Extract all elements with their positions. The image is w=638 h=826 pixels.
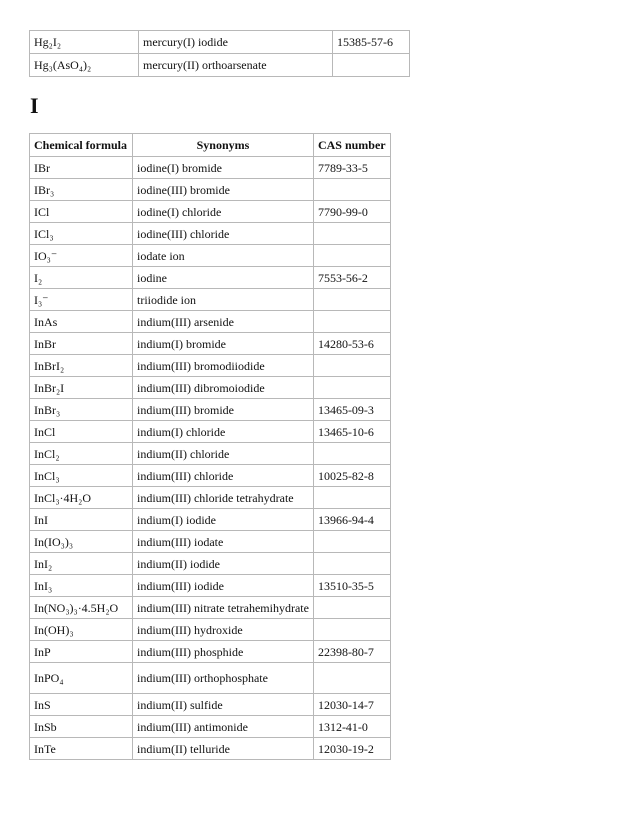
formula-cell: InBrI₂ [30, 355, 133, 377]
table-row [30, 267, 391, 289]
formula-cell: ICl [30, 201, 133, 223]
synonym-cell: indium(I) chloride [133, 421, 314, 443]
formula-cell: In(NO₃)₃·4.5H₂O [30, 597, 133, 619]
table-row [30, 738, 391, 760]
formula-cell: InP [30, 641, 133, 663]
table-row [30, 201, 391, 223]
synonym-cell: indium(II) chloride [133, 443, 314, 465]
table-row [30, 54, 410, 77]
cas-cell [313, 289, 390, 311]
table-row [30, 289, 391, 311]
synonym-cell: iodine(III) bromide [133, 179, 314, 201]
table-row [30, 245, 391, 267]
formula-cell: InBr₃ [30, 399, 133, 421]
formula-cell: InPO₄ [30, 663, 133, 694]
cas-cell: 7790-99-0 [313, 201, 390, 223]
cas-cell: 13465-10-6 [313, 421, 390, 443]
synonym-cell: indium(I) bromide [133, 333, 314, 355]
table-row [30, 223, 391, 245]
formula-cell: InAs [30, 311, 133, 333]
header-synonyms: Synonyms [133, 134, 314, 157]
cas-cell [313, 487, 390, 509]
header-row [30, 134, 391, 157]
synonym-cell: triiodide ion [133, 289, 314, 311]
table-row [30, 509, 391, 531]
formula-cell: InS [30, 694, 133, 716]
table-row [30, 157, 391, 179]
table-row [30, 421, 391, 443]
synonym-cell: indium(III) dibromoiodide [133, 377, 314, 399]
table-row [30, 694, 391, 716]
synonym-cell: mercury(I) iodide [139, 31, 333, 54]
formula-cell: InCl₃·4H₂O [30, 487, 133, 509]
synonym-cell: indium(III) bromide [133, 399, 314, 421]
formula-cell: IO₃⁻ [30, 245, 133, 267]
table-row [30, 663, 391, 694]
formula-cell: I₂ [30, 267, 133, 289]
cas-cell: 12030-19-2 [313, 738, 390, 760]
formula-cell: InI [30, 509, 133, 531]
synonym-cell: indium(III) antimonide [133, 716, 314, 738]
table-row [30, 641, 391, 663]
table-row [30, 443, 391, 465]
cas-cell [313, 311, 390, 333]
synonym-cell: iodine(III) chloride [133, 223, 314, 245]
cas-cell: 15385-57-6 [333, 31, 410, 54]
table-row [30, 377, 391, 399]
synonym-cell: indium(III) iodide [133, 575, 314, 597]
synonym-cell: indium(III) orthophosphate [133, 663, 314, 694]
cas-cell: 22398-80-7 [313, 641, 390, 663]
cas-cell [313, 531, 390, 553]
formula-cell: InBr₂I [30, 377, 133, 399]
formula-cell: InCl [30, 421, 133, 443]
synonym-cell: indium(II) telluride [133, 738, 314, 760]
table-row [30, 575, 391, 597]
formula-cell: In(IO₃)₃ [30, 531, 133, 553]
formula-cell: InSb [30, 716, 133, 738]
table-row [30, 31, 410, 54]
formula-cell: InBr [30, 333, 133, 355]
cas-cell [313, 377, 390, 399]
cas-cell [313, 245, 390, 267]
table-row [30, 311, 391, 333]
cas-cell: 12030-14-7 [313, 694, 390, 716]
table-row [30, 179, 391, 201]
cas-cell: 1312-41-0 [313, 716, 390, 738]
mercury-compounds-table [29, 30, 410, 77]
cas-cell [313, 179, 390, 201]
formula-cell: In(OH)₃ [30, 619, 133, 641]
cas-cell: 13510-35-5 [313, 575, 390, 597]
table-row [30, 355, 391, 377]
cas-cell [313, 553, 390, 575]
cas-cell [313, 443, 390, 465]
table-row [30, 333, 391, 355]
synonym-cell: indium(III) phosphide [133, 641, 314, 663]
table-row [30, 597, 391, 619]
table-row [30, 553, 391, 575]
formula-cell: InI₃ [30, 575, 133, 597]
formula-cell: InTe [30, 738, 133, 760]
cas-cell [313, 619, 390, 641]
cas-cell: 7553-56-2 [313, 267, 390, 289]
formula-cell: InI₂ [30, 553, 133, 575]
synonym-cell: iodine(I) chloride [133, 201, 314, 223]
iodine-indium-compounds-table [29, 133, 391, 760]
cas-cell [313, 355, 390, 377]
table-row [30, 531, 391, 553]
table-row [30, 465, 391, 487]
formula-cell: InCl₃ [30, 465, 133, 487]
synonym-cell: iodate ion [133, 245, 314, 267]
table-row [30, 399, 391, 421]
formula-cell: IBr [30, 157, 133, 179]
synonym-cell: indium(II) iodide [133, 553, 314, 575]
synonym-cell: indium(III) chloride [133, 465, 314, 487]
synonym-cell: indium(I) iodide [133, 509, 314, 531]
synonym-cell: mercury(II) orthoarsenate [139, 54, 333, 77]
cas-cell: 13966-94-4 [313, 509, 390, 531]
formula-cell: IBr₃ [30, 179, 133, 201]
table-row [30, 487, 391, 509]
cas-cell [313, 223, 390, 245]
synonym-cell: iodine(I) bromide [133, 157, 314, 179]
cas-cell [313, 663, 390, 694]
formula-cell: ICl₃ [30, 223, 133, 245]
formula-cell: I₃⁻ [30, 289, 133, 311]
synonym-cell: indium(III) nitrate tetrahemihydrate [133, 597, 314, 619]
formula-cell: Hg₃(AsO₄)₂ [30, 54, 139, 77]
synonym-cell: indium(III) bromodiiodide [133, 355, 314, 377]
cas-cell: 14280-53-6 [313, 333, 390, 355]
table-row [30, 619, 391, 641]
formula-cell: InCl₂ [30, 443, 133, 465]
cas-cell [333, 54, 410, 77]
synonym-cell: iodine [133, 267, 314, 289]
table-row [30, 716, 391, 738]
cas-cell: 13465-09-3 [313, 399, 390, 421]
cas-cell [313, 597, 390, 619]
synonym-cell: indium(III) iodate [133, 531, 314, 553]
synonym-cell: indium(III) hydroxide [133, 619, 314, 641]
header-cas-number: CAS number [313, 134, 390, 157]
section-heading: I [30, 93, 39, 118]
cas-cell: 10025-82-8 [313, 465, 390, 487]
synonym-cell: indium(II) sulfide [133, 694, 314, 716]
formula-cell: Hg₂I₂ [30, 31, 139, 54]
synonym-cell: indium(III) chloride tetrahydrate [133, 487, 314, 509]
header-chemical-formula: Chemical formula [30, 134, 133, 157]
synonym-cell: indium(III) arsenide [133, 311, 314, 333]
cas-cell: 7789-33-5 [313, 157, 390, 179]
